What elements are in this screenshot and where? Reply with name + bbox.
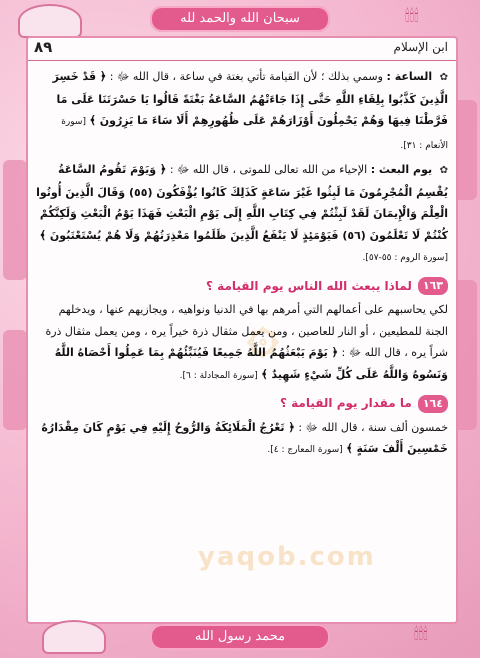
open-book-ornament-icon: [42, 620, 106, 654]
bullet-icon: ✿: [439, 72, 448, 83]
watermark-logo: ۞: [247, 301, 279, 364]
page-number: ٨٩: [34, 38, 53, 56]
verse-reference: [سورة المعارج : ٤].: [267, 445, 343, 455]
book-page: [26, 36, 458, 624]
left-calligraphy-ornament: [3, 160, 27, 280]
candles-ornament-icon: 🕯🕯🕯: [405, 6, 419, 25]
question-heading: [36, 393, 448, 415]
answer-paragraph: [36, 417, 448, 462]
bullet-icon: ✿: [439, 165, 448, 176]
verse-reference: [سورة الأنعام : ٣١].: [61, 117, 448, 151]
quran-verse: ﴿ تَعْرُجُ الْمَلَائِكَةُ وَالرُّوحُ إِلَيْهِ فِي يَوْمٍ كَانَ مِقْدَارُهُ خَمْسِينَ أَلْفَ سَنَةٍ ﴾: [41, 420, 448, 455]
definition-paragraph: [36, 66, 448, 157]
open-book-ornament-icon: [18, 4, 82, 38]
answer-text: خمسون ألف سنة ، قال الله ﷻ :: [298, 420, 448, 434]
page-content: [36, 66, 448, 464]
question-title: لماذا يبعث الله الناس يوم القيامة ؟: [206, 278, 412, 293]
page-header: [28, 38, 456, 61]
question-number-badge: ١٦٣: [418, 277, 448, 295]
question-heading: [36, 276, 448, 298]
book-title: ابن الإسلام: [393, 40, 448, 54]
quran-verse: ﴿ يَوْمَ يَبْعَثُهُمُ اللَّهُ جَمِيعًا فَيُنَبِّئُهُمْ بِمَا عَمِلُوا أَحْصَاهُ اللَّهُ وَنَسُوهُ وَاللَّهُ عَلَى كُلِّ شَيْءٍ شَهِيدٌ ﴾: [54, 346, 448, 381]
question-number-badge: ١٦٤: [418, 395, 448, 413]
watermark-url: yaqob.com: [198, 542, 376, 572]
answer-paragraph: [36, 299, 448, 387]
definition-text: وسمي بذلك ؛ لأن القيامة تأتي بغتة في ساعة ، قال الله ﷻ :: [109, 70, 383, 83]
quran-verse: ﴿ وَيَوْمَ تَقُومُ السَّاعَةُ يُقْسِمُ الْمُجْرِمُونَ مَا لَبِثُوا غَيْرَ سَاعَةٍ كَذَلِكَ كَانُوا يُؤْفَكُونَ (٥٥) وَقَالَ الَّذِينَ أُوتُوا الْعِلْمَ وَالْإِيمَانَ لَقَدْ لَبِثْتُمْ فِي كِتَابِ اللَّهِ إِلَى يَوْمِ الْبَعْثِ فَهَذَا يَوْمُ الْبَعْثِ وَلَكِنَّكُمْ كُنْتُمْ لَا تَعْلَمُونَ (٥٦) فَيَوْمَئِذٍ لَا يَنْفَعُ الَّذِينَ ظَلَمُوا مَعْذِرَتُهُمْ وَلَا هُمْ يُسْتَعْتَبُونَ ﴾: [36, 163, 448, 242]
quran-verse: ﴿ قَدْ خَسِرَ الَّذِينَ كَذَّبُوا بِلِقَاءِ اللَّهِ حَتَّى إِذَا جَاءَتْهُمُ السَّاعَةُ بَغْتَةً قَالُوا يَا حَسْرَتَنَا عَلَى مَا فَرَّطْنَا فِيهَا وَهُمْ يَحْمِلُونَ أَوْزَارَهُمْ عَلَى ظُهُورِهِمْ أَلَا سَاءَ مَا يَزِرُونَ ﴾: [52, 70, 448, 127]
answer-text: لكي يحاسبهم على أعمالهم التي أمرهم بها في الدنيا ونواهيه ، ويجازيهم عنها ، ويدخلهم الجنة للمطيعين ، أو النار للعاصين ، ومن يعمل مثقال ذرة خيراً يره ، ومن يعمل مثقال ذرة شراً يره ، قال الله ﷻ :: [45, 303, 448, 359]
definition-term: يوم البعث :: [370, 163, 433, 176]
bottom-calligraphy-banner: محمد رسول الله: [150, 624, 330, 650]
verse-reference: [سورة المجادلة : ٦].: [179, 370, 258, 381]
definition-paragraph: [36, 159, 448, 270]
definition-term: الساعة :: [386, 70, 433, 83]
top-calligraphy-banner: سبحان الله والحمد لله: [150, 6, 330, 32]
question-title: ما مقدار يوم القيامة ؟: [280, 396, 412, 410]
left-calligraphy-ornament: [3, 330, 27, 430]
definition-text: الإحياء من الله تعالى للموتى ، قال الله ﷻ :: [169, 163, 368, 176]
verse-reference: [سورة الروم : ٥٥-٥٧].: [362, 253, 448, 263]
candles-ornament-icon: 🕯🕯🕯: [414, 624, 428, 643]
